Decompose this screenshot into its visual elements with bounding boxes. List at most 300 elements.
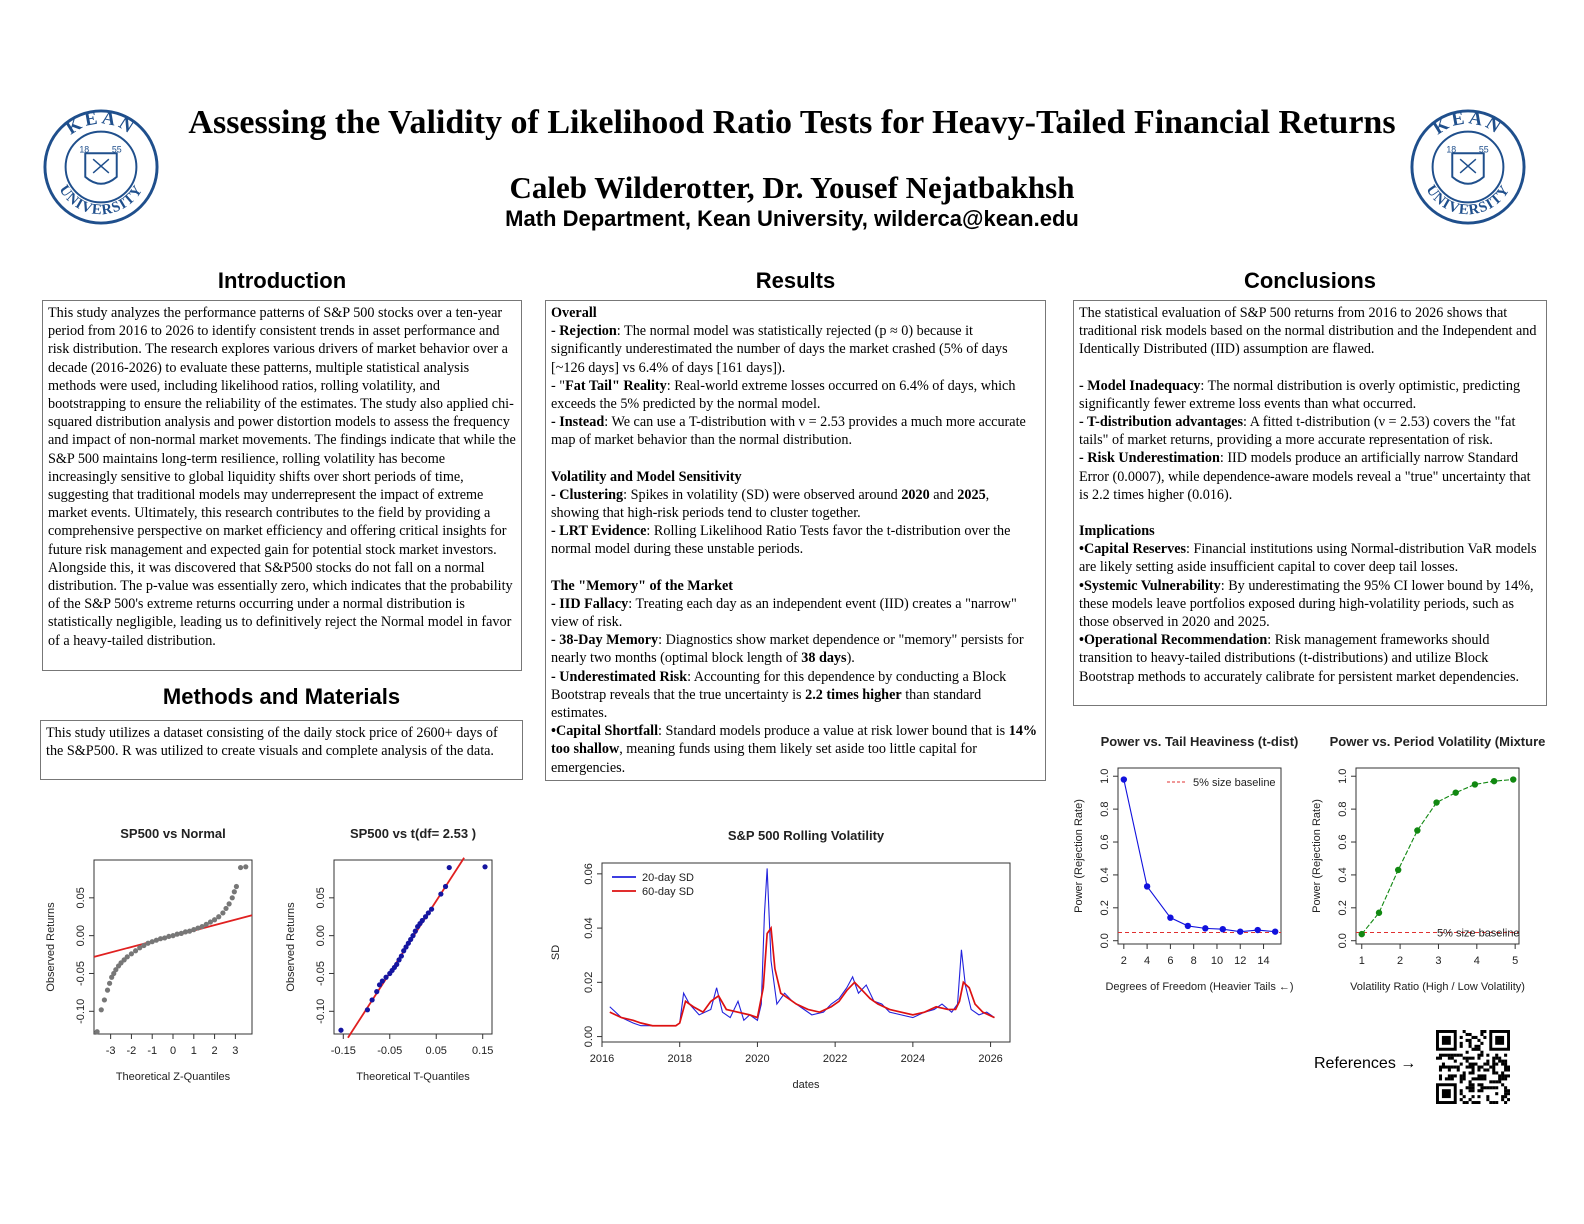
qr-module: [1451, 1077, 1454, 1080]
data-point: [338, 1028, 343, 1033]
qr-module: [1504, 1068, 1507, 1071]
qr-module: [1480, 1083, 1483, 1086]
qr-module: [1472, 1063, 1475, 1066]
qr-module: [1486, 1068, 1489, 1071]
x-tick-label: 2: [1397, 955, 1404, 967]
qr-module: [1460, 1045, 1463, 1048]
data-point: [1414, 827, 1420, 833]
results-box: [545, 300, 1046, 781]
x-tick-label: 2024: [900, 1053, 926, 1065]
qr-module: [1477, 1074, 1480, 1077]
y-tick-label: 0.00: [315, 924, 327, 947]
qr-module: [1492, 1066, 1495, 1069]
results-capital-shortfall: •Capital Shortfall: Standard models produce a value at risk lower bound that is 14% too shallow, meaning funds using them likely set aside too little capital for emergencies.: [551, 723, 1038, 776]
x-tick-label: 2020: [745, 1053, 770, 1065]
power-line: [1124, 780, 1275, 932]
data-point: [1121, 776, 1127, 782]
qr-module: [1460, 1089, 1463, 1092]
qr-module: [1460, 1036, 1463, 1039]
qr-module: [1472, 1057, 1475, 1060]
qr-module: [1466, 1033, 1469, 1036]
y-axis-label: Observed Returns: [45, 902, 57, 992]
qr-module: [1498, 1077, 1501, 1080]
x-axis-label: Theoretical Z-Quantiles: [115, 1071, 231, 1083]
x-tick-label: 1: [190, 1045, 197, 1057]
qr-module: [1469, 1089, 1472, 1092]
qr-module: [1480, 1077, 1483, 1080]
qr-module: [1504, 1066, 1507, 1069]
qr-module: [1463, 1071, 1466, 1074]
y-tick-label: 0.00: [583, 1025, 595, 1048]
logo-year-right: 55: [111, 144, 122, 155]
qr-module: [1492, 1086, 1495, 1089]
qr-module: [1451, 1066, 1454, 1069]
x-axis-label: Degrees of Freedom (Heavier Tails ←): [1105, 981, 1294, 993]
results-clustering: - Clustering: Spikes in volatility (SD) were observed around 2020 and 2025, showing that high-risk periods tend to cluster together.: [551, 486, 990, 522]
logo-year-left: 18: [79, 144, 90, 155]
qr-module: [1460, 1063, 1463, 1066]
qr-module: [1495, 1054, 1498, 1057]
qr-module: [1477, 1039, 1480, 1042]
qr-module: [1448, 1054, 1451, 1057]
qr-module: [1495, 1063, 1498, 1066]
qr-module: [1451, 1057, 1454, 1060]
qr-module: [1469, 1098, 1472, 1101]
data-point: [99, 1007, 104, 1012]
results-volatility-heading: Volatility and Model Sensitivity: [551, 468, 742, 485]
data-point: [413, 929, 418, 934]
y-tick-label: 0.02: [583, 971, 595, 994]
results-overall-heading: Overall: [551, 305, 597, 321]
qr-module: [1469, 1086, 1472, 1089]
qr-module: [1477, 1083, 1480, 1086]
qr-module: [1483, 1068, 1486, 1071]
qr-module: [1454, 1054, 1457, 1057]
x-tick-label: 3: [232, 1045, 239, 1057]
qr-module: [1480, 1051, 1483, 1054]
qr-module: [1460, 1080, 1463, 1083]
x-tick-label: 10: [1210, 955, 1224, 967]
series-line-60-day: [610, 928, 995, 1026]
qr-module: [1454, 1060, 1457, 1063]
qr-module: [1501, 1074, 1504, 1077]
data-point: [383, 975, 388, 980]
x-tick-label: -0.05: [377, 1045, 403, 1057]
qr-module: [1480, 1089, 1483, 1092]
data-point: [1220, 926, 1226, 932]
qr-module: [1486, 1063, 1489, 1066]
results-instead: - Instead: We can use a T-distribution with ν = 2.53 provides a much more accurate map of market behavior than the normal distribution.: [551, 414, 1026, 449]
poster-affiliation: Math Department, Kean University, wilderca@kean.edu: [505, 206, 1079, 231]
y-tick-label: 1.0: [1337, 768, 1349, 784]
chart-title: Power vs. Period Volatility (Mixture: [1329, 734, 1546, 749]
legend-label: 5% size baseline: [1193, 777, 1276, 789]
data-point: [95, 1029, 100, 1034]
qr-module: [1504, 1074, 1507, 1077]
data-point: [227, 901, 232, 906]
qr-finder-core: [1495, 1036, 1504, 1045]
qr-module: [1477, 1054, 1480, 1057]
plot-frame: [1118, 768, 1281, 944]
qr-module: [1469, 1057, 1472, 1060]
y-tick-label: 0.8: [1099, 801, 1111, 817]
qr-module: [1439, 1066, 1442, 1069]
x-tick-label: -2: [126, 1045, 137, 1057]
qr-module: [1469, 1039, 1472, 1042]
qr-module: [1466, 1051, 1469, 1054]
x-tick-label: 3: [1435, 955, 1442, 967]
qr-module: [1495, 1057, 1498, 1060]
qr-module: [1489, 1080, 1492, 1083]
qr-module: [1483, 1086, 1486, 1089]
y-tick-label: 0.05: [75, 887, 87, 909]
qr-module: [1463, 1074, 1466, 1077]
y-axis-label: Power (Rejection Rate): [1311, 799, 1323, 913]
x-tick-label: 2022: [822, 1053, 848, 1065]
qr-module: [1472, 1071, 1475, 1074]
results-fat-tail: - "Fat Tail" Reality: Real-world extreme losses occurred on 6.4% of days, which exceeds the 5% predicted by the normal model.: [551, 377, 1016, 413]
y-tick-label: 0.05: [315, 887, 327, 909]
y-axis-label: SD: [550, 944, 562, 961]
qr-module: [1439, 1054, 1442, 1057]
qr-module: [1474, 1077, 1477, 1080]
chart-title: Power vs. Tail Heaviness (t-dist): [1100, 734, 1299, 749]
y-tick-label: 0.06: [583, 863, 595, 885]
qr-module: [1469, 1080, 1472, 1083]
qr-module: [1477, 1057, 1480, 1060]
y-tick-label: 0.04: [583, 917, 595, 939]
qr-module: [1480, 1066, 1483, 1069]
data-point: [1491, 778, 1497, 784]
qr-module: [1480, 1042, 1483, 1045]
qr-module: [1477, 1045, 1480, 1048]
qr-module: [1472, 1077, 1475, 1080]
qr-module: [1448, 1077, 1451, 1080]
y-tick-label: -0.05: [315, 960, 327, 987]
x-axis-label: Volatility Ratio (High / Low Volatility): [1350, 981, 1525, 993]
x-tick-label: 14: [1257, 955, 1270, 967]
qr-module: [1463, 1030, 1466, 1033]
x-tick-label: 0.05: [425, 1045, 447, 1057]
qr-module: [1466, 1060, 1469, 1063]
qr-module: [1480, 1054, 1483, 1057]
y-tick-label: 0.6: [1099, 834, 1111, 850]
qq-plot-t: [280, 820, 505, 1095]
y-tick-label: 0.0: [1099, 933, 1111, 949]
data-point: [365, 1007, 370, 1012]
qr-module: [1439, 1057, 1442, 1060]
qr-module: [1507, 1098, 1510, 1101]
data-point: [1472, 781, 1478, 787]
qr-module: [1442, 1054, 1445, 1057]
results-iid-fallacy: - IID Fallacy: Treating each day as an independent event (IID) creates a "narrow" view of risk.: [551, 595, 1017, 631]
legend-label: 20-day SD: [642, 872, 694, 884]
qr-module: [1492, 1060, 1495, 1063]
qr-module: [1480, 1086, 1483, 1089]
x-tick-label: 2018: [667, 1053, 692, 1065]
qr-module: [1483, 1030, 1486, 1033]
qr-module: [1472, 1068, 1475, 1071]
qr-module: [1466, 1066, 1469, 1069]
qr-module: [1469, 1083, 1472, 1086]
qr-module: [1454, 1066, 1457, 1069]
qr-module: [1460, 1054, 1463, 1057]
data-point: [133, 948, 138, 953]
qr-module: [1460, 1042, 1463, 1045]
poster-authors: Caleb Wilderotter, Dr. Yousef Nejatbakhsh: [509, 170, 1075, 205]
qr-module: [1492, 1101, 1495, 1104]
x-axis-label: Theoretical T-Quantiles: [356, 1071, 470, 1083]
poster-title: Assessing the Validity of Likelihood Ratio Tests for Heavy-Tailed Financial Returns: [188, 104, 1396, 141]
qr-module: [1492, 1080, 1495, 1083]
qr-module: [1504, 1092, 1507, 1095]
data-point: [399, 953, 404, 958]
qr-module: [1501, 1083, 1504, 1086]
data-point: [1255, 927, 1261, 933]
data-point: [102, 997, 107, 1002]
qr-module: [1472, 1036, 1475, 1039]
qr-module: [1436, 1057, 1439, 1060]
qr-module: [1466, 1039, 1469, 1042]
qr-module: [1489, 1101, 1492, 1104]
results-heading: Results: [755, 268, 836, 293]
qr-module: [1448, 1057, 1451, 1060]
qr-module: [1477, 1077, 1480, 1080]
y-tick-label: 0.2: [1099, 900, 1111, 916]
qr-module: [1469, 1071, 1472, 1074]
qr-module: [1483, 1036, 1486, 1039]
chart-title: SP500 vs Normal: [120, 826, 226, 841]
chart-title: S&P 500 Rolling Volatility: [727, 828, 885, 843]
rolling-volatility-chart: [545, 820, 1025, 1105]
logo-year-right: 55: [1478, 144, 1489, 155]
qr-module: [1445, 1054, 1448, 1057]
conclusions-t-advantages: - T-distribution advantages: A fitted t-distribution (ν = 2.53) covers the "fat tails" of market returns, providing a more accurate representation of risk.: [1079, 414, 1516, 449]
data-point: [380, 978, 385, 983]
data-point: [394, 962, 399, 967]
qr-module: [1460, 1098, 1463, 1101]
conclusions-implications-heading: Implications: [1079, 523, 1155, 540]
qr-module: [1504, 1095, 1507, 1098]
power-vs-volatility-chart: [1306, 728, 1554, 1003]
data-point: [1453, 789, 1459, 795]
references-label: References →: [1314, 1055, 1417, 1072]
qr-module: [1445, 1066, 1448, 1069]
data-point: [374, 989, 379, 994]
data-point: [1237, 928, 1243, 934]
introduction-text: This study analyzes the performance patterns of S&P 500 stocks over a ten-year period from 2016 to 2026 to identify consistent trends in asset performance and risk distribution. The research explores various drivers of market behavior over a decade (2016-2026) to evaluate these patterns, multiple statistical analysis methods were used, including likelihood ratios, rolling volatility, and bootstrapping to ensure the reliability of the estimates. The study also applied chi-squared distribution analysis and power distortion models to assess the frequency and impact of non-normal market movements. The findings indicate that while the S&P 500 maintains long-term resilience, rolling volatility has become increasingly sensitive to global liquidity shifts over short periods of time, suggesting that traditional models may underrepresent the impact of extreme market events. Ultimately, this research contributes to the field by providing a comprehensive perspective on market efficiency and offering critical insights for future risk management and expected gain for potential stock market investors. Alongside this, it was discovered that S&P500 stocks do not fall on a normal distribution. The p-value was essentially zero, which indicates that the probability of the S&P 500's extreme returns occurring under a normal distribution is statistically negligible, leading us to definitively reject the Normal model in favor of a heavy-tailed distribution.: [48, 305, 516, 649]
qr-module: [1486, 1095, 1489, 1098]
data-point: [482, 864, 487, 869]
references-qr-code[interactable]: [1436, 1030, 1510, 1104]
qr-module: [1492, 1057, 1495, 1060]
qr-module: [1460, 1092, 1463, 1095]
data-point: [107, 981, 112, 986]
conclusions-heading: Conclusions: [1243, 268, 1376, 293]
qr-module: [1472, 1066, 1475, 1069]
qr-module: [1507, 1092, 1510, 1095]
conclusions-box: [1073, 300, 1547, 706]
qr-module: [1457, 1066, 1460, 1069]
qr-module: [1495, 1092, 1498, 1095]
qr-module: [1474, 1036, 1477, 1039]
qr-module: [1451, 1054, 1454, 1057]
qr-finder-core: [1442, 1036, 1451, 1045]
qr-module: [1495, 1086, 1498, 1089]
data-point: [410, 933, 415, 938]
qr-module: [1501, 1095, 1504, 1098]
x-tick-label: 2: [211, 1045, 218, 1057]
qr-module: [1463, 1101, 1466, 1104]
plot-frame: [94, 860, 252, 1034]
y-tick-label: -0.10: [315, 998, 327, 1024]
data-point: [1395, 867, 1401, 873]
qr-module: [1442, 1063, 1445, 1066]
qr-module: [1501, 1077, 1504, 1080]
qr-module: [1489, 1066, 1492, 1069]
conclusions-capital-reserves: •Capital Reserves: Financial institutions using Normal-distribution VaR models are likely setting aside insufficient capital to cover deep tail losses.: [1079, 541, 1537, 576]
qr-module: [1486, 1060, 1489, 1063]
conclusions-model-inadequacy: - Model Inadequacy: The normal distribution is overly optimistic, predicting significantly fewer extreme loss events than what occurred.: [1079, 377, 1521, 412]
x-tick-label: 0: [169, 1045, 177, 1057]
qr-module: [1477, 1048, 1480, 1051]
chart-title: SP500 vs t(df= 2.53 ): [349, 826, 477, 841]
qr-module: [1469, 1066, 1472, 1069]
y-tick-label: 0.6: [1337, 834, 1349, 850]
qr-module: [1466, 1101, 1469, 1104]
qr-module: [1445, 1077, 1448, 1080]
x-tick-label: 1: [1358, 955, 1365, 967]
methods-heading: Methods and Materials: [162, 684, 401, 709]
qr-module: [1439, 1074, 1442, 1077]
qr-module: [1472, 1089, 1475, 1092]
data-point: [125, 954, 130, 959]
y-axis-label: Observed Returns: [285, 902, 297, 992]
data-point: [1433, 799, 1439, 805]
x-tick-label: 0.15: [471, 1045, 494, 1057]
qr-module: [1492, 1071, 1495, 1074]
qr-module: [1507, 1074, 1510, 1077]
data-point: [1359, 931, 1365, 937]
y-tick-label: -0.10: [75, 998, 87, 1024]
data-point: [234, 884, 239, 889]
x-tick-label: -3: [105, 1045, 116, 1057]
qr-module: [1474, 1048, 1477, 1051]
qr-module: [1504, 1089, 1507, 1092]
methods-text: This study utilizes a dataset consisting of the daily stock price of 2600+ days of the S&P500. R was utilized to create visuals and complete analysis of the data.: [46, 725, 498, 760]
qr-module: [1442, 1066, 1445, 1069]
qr-module: [1504, 1077, 1507, 1080]
qr-module: [1469, 1042, 1472, 1045]
qr-module: [1495, 1101, 1498, 1104]
x-tick-label: 2: [1120, 955, 1127, 967]
results-rejection: - Rejection: The normal model was statistically rejected (p ≈ 0) because it significantly underestimated the number of days the market crashed (5% of days [~126 days] vs 6.4% of days [161 days]).: [551, 323, 1008, 376]
legend-label: 5% size baseline: [1437, 927, 1520, 940]
qr-module: [1474, 1063, 1477, 1066]
y-tick-label: 0.4: [1337, 867, 1349, 883]
data-point: [447, 865, 452, 870]
logo-bottom-text: UNIVERSITY: [1422, 182, 1514, 219]
qr-module: [1507, 1089, 1510, 1092]
qr-module: [1472, 1083, 1475, 1086]
x-tick-label: 4: [1144, 955, 1151, 967]
introduction-heading: Introduction: [217, 268, 347, 293]
legend-label: 60-day SD: [642, 886, 694, 898]
y-tick-label: 0.0: [1337, 933, 1349, 949]
data-point: [216, 914, 221, 919]
qr-module: [1483, 1074, 1486, 1077]
qr-finder-core: [1442, 1089, 1451, 1098]
qr-module: [1477, 1095, 1480, 1098]
qr-module: [1448, 1068, 1451, 1071]
data-point: [370, 997, 375, 1002]
data-point: [1185, 923, 1191, 929]
qr-module: [1492, 1063, 1495, 1066]
y-tick-label: 0.4: [1099, 867, 1111, 883]
qr-module: [1492, 1068, 1495, 1071]
qr-module: [1498, 1060, 1501, 1063]
conclusions-intro: The statistical evaluation of S&P 500 returns from 2016 to 2026 shows that traditional risk models based on the normal distribution and the Independent and Identically Distributed (IID) assumption are flawed.: [1079, 305, 1537, 358]
qr-module: [1463, 1077, 1466, 1080]
qr-module: [1483, 1077, 1486, 1080]
qr-module: [1504, 1060, 1507, 1063]
data-point: [1144, 883, 1150, 889]
introduction-box: [42, 300, 522, 671]
x-tick-label: 2026: [978, 1053, 1003, 1065]
data-point: [230, 895, 235, 900]
qr-module: [1472, 1101, 1475, 1104]
data-point: [129, 951, 134, 956]
y-axis-label: Power (Rejection Rate): [1073, 799, 1085, 913]
data-point: [1376, 910, 1382, 916]
qr-module: [1457, 1068, 1460, 1071]
data-point: [223, 906, 228, 911]
qr-module: [1504, 1054, 1507, 1057]
qr-module: [1477, 1089, 1480, 1092]
x-tick-label: 5: [1512, 955, 1519, 967]
x-axis-label: dates: [792, 1079, 820, 1091]
x-tick-label: 8: [1190, 955, 1197, 967]
qr-module: [1469, 1033, 1472, 1036]
qr-module: [1451, 1074, 1454, 1077]
x-tick-label: 4: [1473, 955, 1480, 967]
qr-module: [1474, 1045, 1477, 1048]
y-tick-label: 0.00: [75, 924, 87, 947]
qr-module: [1460, 1077, 1463, 1080]
qr-module: [1486, 1086, 1489, 1089]
data-point: [429, 907, 434, 912]
qr-module: [1480, 1033, 1483, 1036]
qr-module: [1489, 1086, 1492, 1089]
y-tick-label: 0.8: [1337, 801, 1349, 817]
results-lrt-evidence: - LRT Evidence: Rolling Likelihood Ratio Tests favor the t-distribution over the normal model during these unstable periods.: [551, 523, 1011, 558]
qr-module: [1477, 1068, 1480, 1071]
qr-module: [1495, 1071, 1498, 1074]
qr-module: [1474, 1101, 1477, 1104]
conclusions-systemic-vulnerability: •Systemic Vulnerability: By underestimating the 95% CI lower bound by 14%, these models leave portfolios exposed during high-volatility periods, such as those observed in 2020 and 2025.: [1079, 577, 1534, 631]
data-point: [232, 889, 237, 894]
qr-module: [1504, 1063, 1507, 1066]
qr-module: [1501, 1063, 1504, 1066]
data-point: [220, 910, 225, 915]
qr-module: [1477, 1066, 1480, 1069]
x-tick-label: 6: [1167, 955, 1174, 967]
data-point: [1272, 928, 1278, 934]
qr-module: [1439, 1077, 1442, 1080]
data-point: [1202, 925, 1208, 931]
logo-bottom-text: UNIVERSITY: [55, 182, 147, 219]
qr-module: [1498, 1057, 1501, 1060]
